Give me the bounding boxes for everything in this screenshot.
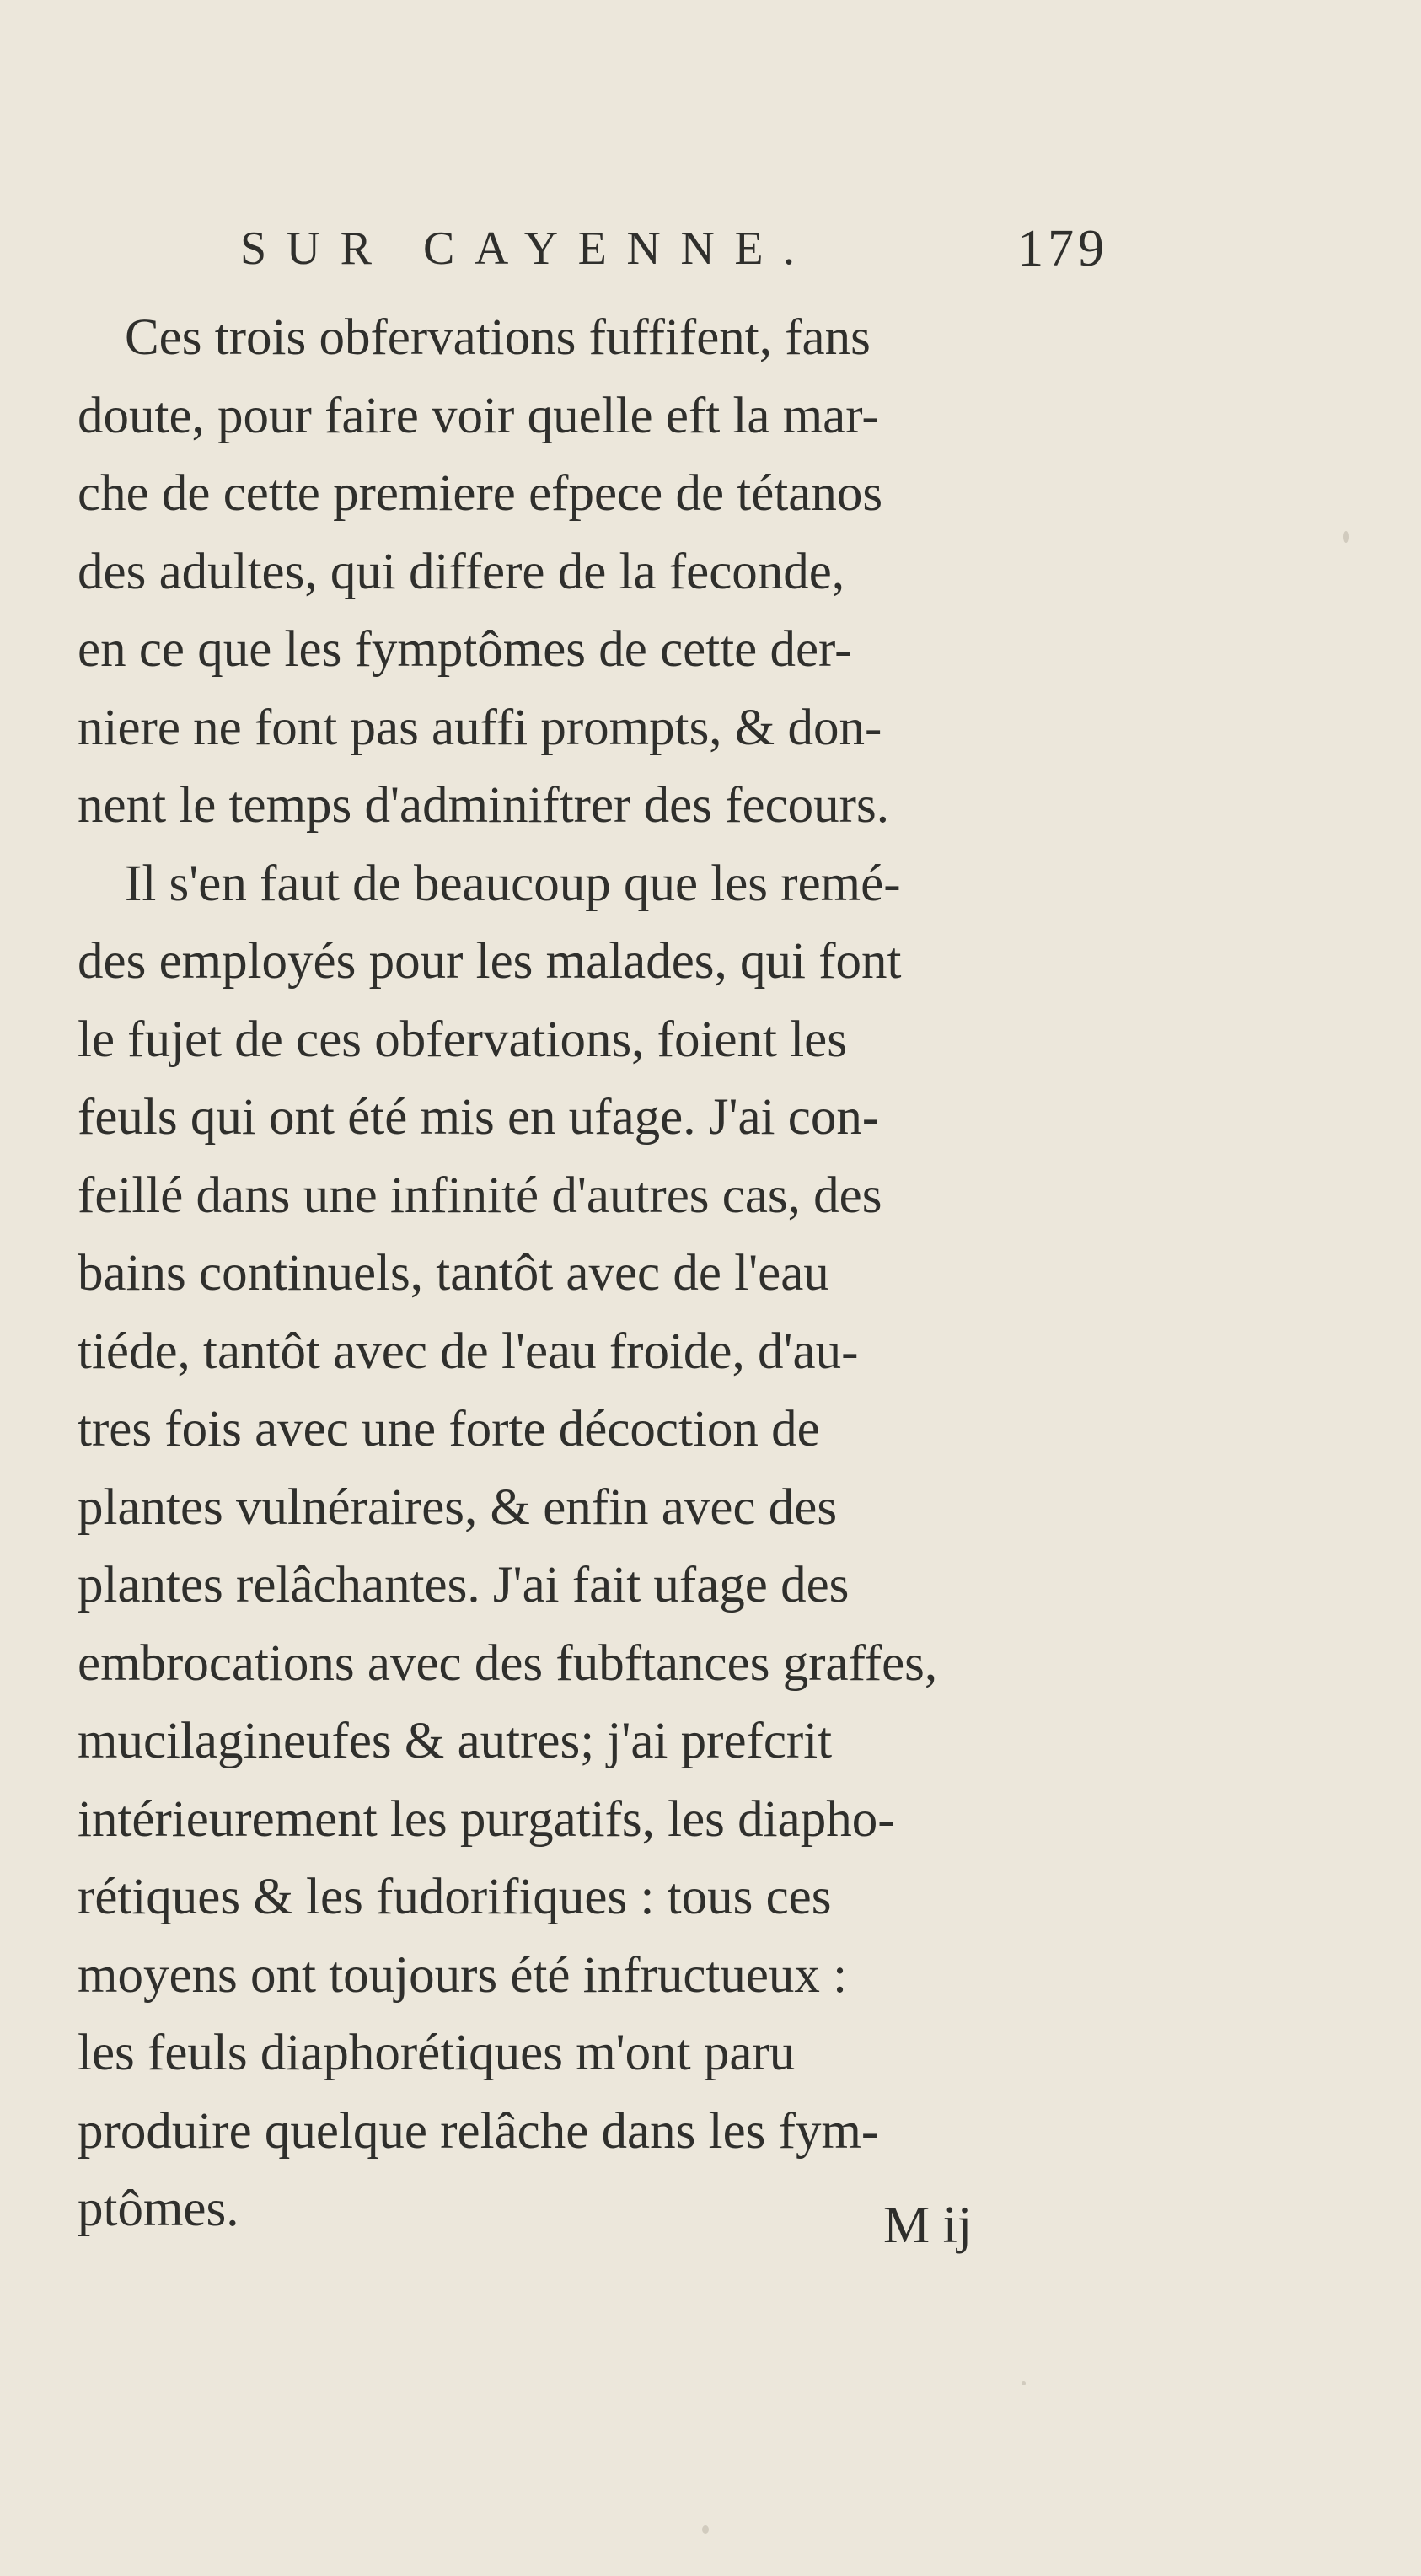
text-line: produire quelque relâche dans les fym- xyxy=(78,2102,879,2160)
text-line: niere ne font pas auffi prompts, & don- xyxy=(78,699,882,756)
text-line: tiéde, tantôt avec de l'eau froide, d'au- xyxy=(78,1323,859,1380)
text-line: feillé dans une infinité d'autres cas, des xyxy=(78,1167,882,1224)
text-line: plantes vulnéraires, & enfin avec des xyxy=(78,1479,838,1536)
text-line: en ce que les fymptômes de cette der- xyxy=(78,621,852,678)
text-line: intérieurement les purgatifs, les diapho- xyxy=(78,1790,895,1848)
paper-spot xyxy=(702,2525,709,2534)
text-line: tres fois avec une forte décoction de xyxy=(78,1401,820,1457)
text-line: des adultes, qui differe de la feconde, xyxy=(78,543,845,600)
paper-spot xyxy=(1022,2381,1026,2385)
text-line: ptômes. xyxy=(78,2181,239,2237)
running-head: SUR CAYENNE. xyxy=(240,223,815,275)
paragraph-1 xyxy=(78,299,1114,845)
text-line: des employés pour les malades, qui font xyxy=(78,933,902,990)
signature-mark: M ij xyxy=(883,2197,973,2254)
text-line: le fujet de ces obfervations, foient les xyxy=(78,1011,847,1068)
text-line: mucilagineufes & autres; j'ai prefcrit xyxy=(78,1713,833,1769)
page-number: 179 xyxy=(1017,220,1108,277)
body-text xyxy=(78,299,1114,2249)
paper-spot xyxy=(1343,531,1349,543)
text-line: embrocations avec des fubftances graffes, xyxy=(78,1634,938,1692)
text-line: les feuls diaphorétiques m'ont paru xyxy=(78,2025,796,2081)
text-line: plantes relâchantes. J'ai fait ufage des xyxy=(78,1557,850,1613)
text-line: che de cette premiere efpece de tétanos xyxy=(78,465,883,522)
text-line: Il s'en faut de beaucoup que les remé- xyxy=(125,855,901,912)
text-line: nent le temps d'adminiftrer des fecours. xyxy=(78,777,889,834)
text-line: moyens ont toujours été infructueux : xyxy=(78,1946,848,2004)
text-line: Ces trois obfervations fuffifent, fans xyxy=(125,309,871,366)
paragraph-2 xyxy=(78,845,1114,2249)
text-line: bains continuels, tantôt avec de l'eau xyxy=(78,1245,829,1301)
text-line: doute, pour faire voir quelle eft la mar- xyxy=(78,387,879,444)
page-header xyxy=(240,215,1108,291)
text-line: feuls qui ont été mis en ufage. J'ai con- xyxy=(78,1089,880,1146)
text-line: rétiques & les fudorifiques : tous ces xyxy=(78,1869,832,1925)
